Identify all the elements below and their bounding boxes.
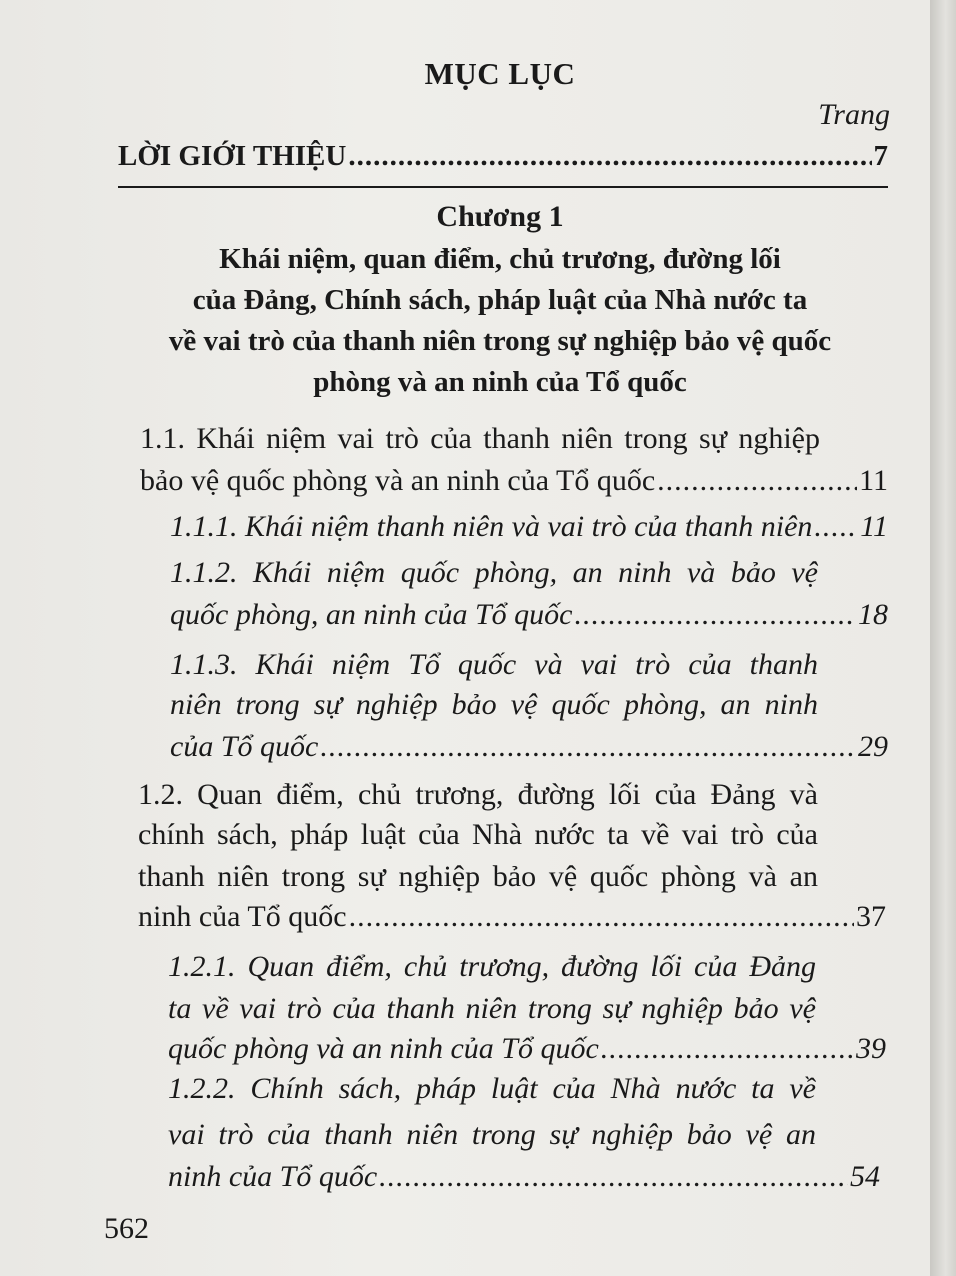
toc-entry-text: của Tổ quốc <box>170 730 319 763</box>
toc-intro-page: 7 <box>873 140 888 172</box>
toc-entry-last-line <box>140 464 888 498</box>
chapter-title-line: Khái niệm, quan điểm, chủ trương, đường lối <box>219 243 781 275</box>
leader-dots <box>379 1160 848 1194</box>
toc-entry-page: 54 <box>850 1160 880 1193</box>
toc-entry-line: 1.1. Khái niệm vai trò của thanh niên trong sự nghiệp <box>140 422 820 455</box>
toc-entry-line: niên trong sự nghiệp bảo vệ quốc phòng, an ninh <box>170 688 818 721</box>
toc-entry-page: 18 <box>858 598 888 631</box>
toc-entry-page: 11 <box>860 510 888 543</box>
toc-entry-page: 37 <box>856 900 886 933</box>
toc-entry-page: 11 <box>859 464 888 497</box>
chapter-title-line: phòng và an ninh của Tổ quốc <box>313 366 687 398</box>
leader-dots <box>349 900 854 934</box>
toc-entry-page: 29 <box>858 730 888 763</box>
toc-intro <box>118 140 888 173</box>
toc-entry-page: 39 <box>856 1032 886 1065</box>
toc-entry-line: 1.2.2. Chính sách, pháp luật của Nhà nước ta về <box>168 1072 816 1105</box>
chapter-title-line: về vai trò của thanh niên trong sự nghiệp bảo vệ quốc <box>168 325 832 357</box>
toc-entry-text: ninh của Tổ quốc <box>168 1160 378 1193</box>
toc-entry-line: 1.1.2. Khái niệm quốc phòng, an ninh và bảo vệ <box>170 556 818 589</box>
toc-entry-text: bảo vệ quốc phòng và an ninh của Tổ quốc <box>140 464 656 497</box>
leader-dots <box>574 598 856 632</box>
toc-entry-line: thanh niên trong sự nghiệp bảo vệ quốc phòng và an <box>138 860 818 893</box>
page-number: 562 <box>104 1212 149 1245</box>
leader-dots <box>348 140 871 173</box>
toc-entry-last-line <box>170 598 888 632</box>
chapter-title-line: của Đảng, Chính sách, pháp luật của Nhà nước ta <box>192 284 808 316</box>
toc-entry-last-line <box>170 510 888 544</box>
leader-dots <box>320 730 856 764</box>
toc-entry-text: quốc phòng, an ninh của Tổ quốc <box>170 598 573 631</box>
toc-entry-line: 1.1.3. Khái niệm Tổ quốc và vai trò của thanh <box>170 648 818 681</box>
chapter-number: Chương 1 <box>436 200 564 233</box>
leader-dots <box>814 510 858 544</box>
toc-entry-last-line <box>138 900 886 934</box>
page-edge <box>930 0 956 1276</box>
toc-entry-line: ta về vai trò của thanh niên trong sự nghiệp bảo vệ <box>168 992 816 1025</box>
toc-entry-line: chính sách, pháp luật của Nhà nước ta về vai trò của <box>138 818 818 851</box>
toc-entry-text: quốc phòng và an ninh của Tổ quốc <box>168 1032 599 1065</box>
toc-entry-text: 1.1.1. Khái niệm thanh niên và vai trò của thanh niên <box>170 510 813 543</box>
page-title: MỤC LỤC <box>424 56 576 91</box>
leader-dots <box>657 464 857 498</box>
leader-dots <box>601 1032 854 1066</box>
toc-entry-line: 1.2. Quan điểm, chủ trương, đường lối của Đảng và <box>138 778 818 811</box>
toc-entry-last-line <box>168 1160 880 1194</box>
toc-entry-text: ninh của Tổ quốc <box>138 900 347 933</box>
toc-entry-last-line <box>170 730 888 764</box>
toc-entry-line: 1.2.1. Quan điểm, chủ trương, đường lối của Đảng <box>168 950 816 983</box>
toc-entry-line: vai trò của thanh niên trong sự nghiệp bảo vệ an <box>168 1118 816 1151</box>
toc-entry-last-line <box>168 1032 886 1066</box>
intro-underline <box>118 186 888 188</box>
toc-intro-label: LỜI GIỚI THIỆU <box>118 140 347 172</box>
page-column-label: Trang <box>818 98 890 131</box>
